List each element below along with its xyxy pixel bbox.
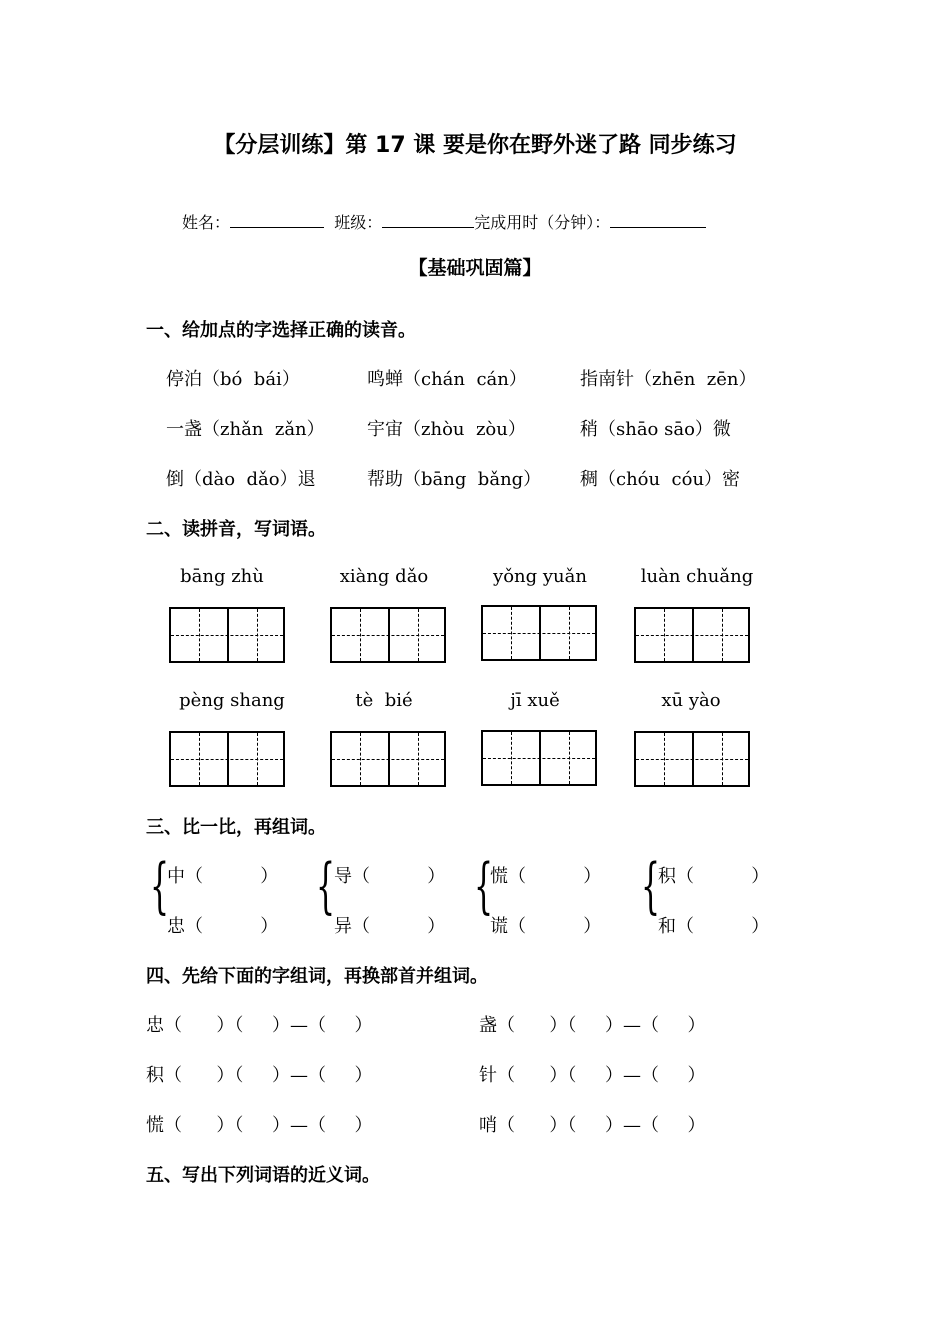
name-label: 姓名： (182, 213, 231, 232)
pinyin-label: jī xuě (510, 690, 560, 711)
radical-item: 慌（ ）（ ）—（ ） (146, 1115, 373, 1136)
q1-item: 倒（dào dǎo）退 (166, 469, 316, 490)
q1-item: 稍（shāo sāo）微 (580, 419, 731, 440)
radical-item: 针（ ）（ ）—（ ） (479, 1065, 706, 1086)
writing-grid[interactable] (481, 605, 597, 661)
compare-item: 异（ ） (334, 916, 446, 937)
q1-item: 指南针（zhēn zēn） (580, 369, 757, 390)
pinyin-label: xū yào (661, 690, 721, 711)
brace: { (474, 851, 494, 921)
q1-item: 一盏（zhǎn zǎn） (166, 419, 325, 440)
writing-grid[interactable] (330, 731, 446, 787)
compare-item: 导（ ） (334, 866, 446, 887)
time-label: 完成用时（分钟）： (474, 213, 611, 232)
brace: { (316, 851, 336, 921)
q1-item: 鸣蝉（chán cán） (367, 369, 527, 390)
writing-grid[interactable] (634, 731, 750, 787)
section-title: 【基础巩固篇】 (408, 257, 542, 279)
brace: { (150, 851, 170, 921)
compare-item: 忠（ ） (167, 916, 279, 937)
writing-grid[interactable] (634, 607, 750, 663)
pinyin-label: pèng shang (179, 690, 285, 711)
page-title: 【分层训练】第 17 课 要是你在野外迷了路 同步练习 (213, 133, 737, 158)
q1-item: 稠（chóu cóu）密 (580, 469, 741, 490)
q5-heading: 五、写出下列词语的近义词。 (146, 1165, 380, 1186)
writing-grid[interactable] (481, 730, 597, 786)
compare-item: 慌（ ） (490, 866, 602, 887)
student-info (182, 210, 706, 233)
pinyin-label: bāng zhù (180, 566, 264, 587)
class-label: 班级： (334, 213, 383, 232)
writing-grid[interactable] (330, 607, 446, 663)
q2-heading: 二、读拼音，写词语。 (146, 519, 326, 540)
compare-item: 和（ ） (658, 916, 770, 937)
q4-heading: 四、先给下面的字组词，再换部首并组词。 (146, 966, 488, 987)
compare-item: 积（ ） (658, 866, 770, 887)
class-blank[interactable] (382, 211, 474, 228)
pinyin-label: tè bié (355, 690, 413, 711)
writing-grid[interactable] (169, 731, 285, 787)
radical-item: 哨（ ）（ ）—（ ） (479, 1115, 706, 1136)
pinyin-label: luàn chuǎng (640, 566, 754, 587)
q1-item: 停泊（bó bái） (166, 369, 300, 390)
time-blank[interactable] (610, 211, 706, 228)
writing-grid[interactable] (169, 607, 285, 663)
name-blank[interactable] (230, 211, 324, 228)
pinyin-label: xiàng dǎo (339, 566, 429, 587)
q1-item: 帮助（bāng bǎng） (367, 469, 542, 490)
radical-item: 积（ ）（ ）—（ ） (146, 1065, 373, 1086)
q3-heading: 三、比一比，再组词。 (146, 817, 326, 838)
radical-item: 忠（ ）（ ）—（ ） (146, 1015, 373, 1036)
radical-item: 盏（ ）（ ）—（ ） (479, 1015, 706, 1036)
compare-item: 谎（ ） (490, 916, 602, 937)
compare-item: 中（ ） (167, 866, 279, 887)
q1-item: 宇宙（zhòu zòu） (367, 419, 526, 440)
q1-heading: 一、给加点的字选择正确的读音。 (146, 320, 416, 341)
brace: { (641, 851, 661, 921)
pinyin-label: yǒng yuǎn (493, 566, 587, 587)
